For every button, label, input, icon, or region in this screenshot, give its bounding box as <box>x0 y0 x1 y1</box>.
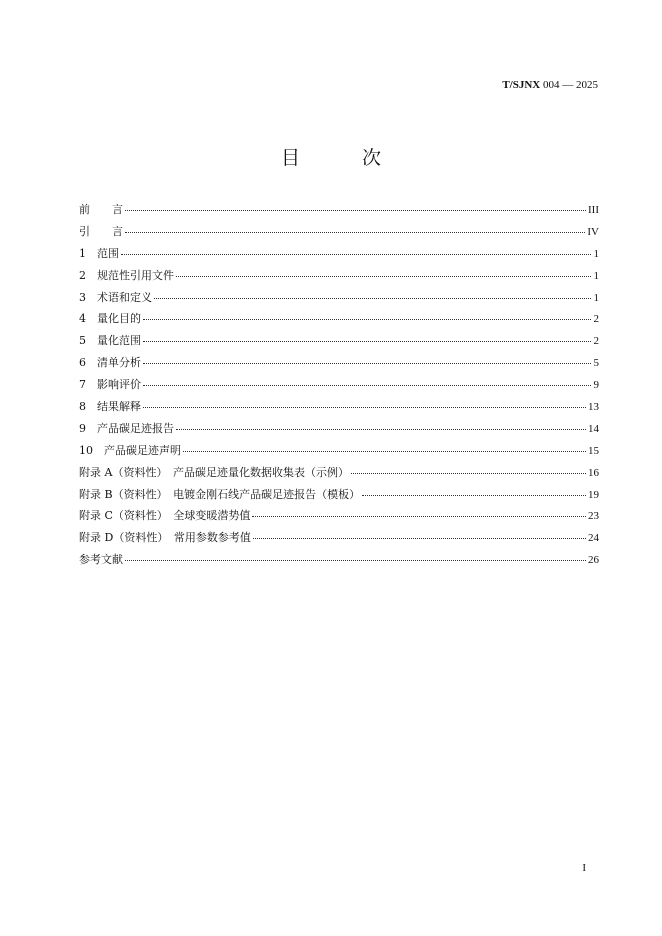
toc-leader-dots <box>362 494 586 496</box>
toc-entry[interactable] <box>79 203 599 225</box>
toc-leader-dots <box>176 275 591 277</box>
toc-entry-label: 附录 A（资料性） 产品碳足迹量化数据收集表（示例） <box>79 465 349 479</box>
toc-leader-dots <box>143 362 591 364</box>
toc-entry[interactable] <box>79 378 599 400</box>
toc-entry-label: 2 规范性引用文件 <box>79 268 174 282</box>
toc-entry-page: 16 <box>588 466 599 479</box>
toc-entry-label: 6 清单分析 <box>79 356 141 370</box>
standard-prefix: T/SJNX <box>502 79 541 91</box>
toc-entry-page: 1 <box>593 247 599 260</box>
toc-entry-label: 引 言 <box>79 224 123 238</box>
toc-entry-page: 24 <box>588 532 599 545</box>
toc-entry-page: 9 <box>593 379 599 392</box>
toc-entry-page: 1 <box>593 269 599 282</box>
toc-entry-label: 8 结果解释 <box>79 400 141 414</box>
toc-entry-page: 2 <box>593 313 599 326</box>
toc-entry[interactable] <box>79 334 599 356</box>
toc-leader-dots <box>176 428 586 430</box>
toc-entry-page: 23 <box>588 510 599 523</box>
toc-entry[interactable] <box>79 312 599 334</box>
toc-entry[interactable] <box>79 356 599 378</box>
toc-entry-label: 附录 D（资料性） 常用参数参考值 <box>79 531 251 545</box>
document-code <box>502 79 598 91</box>
page-title: 目 次 <box>280 147 410 169</box>
toc-entry[interactable] <box>79 553 599 575</box>
toc-entry[interactable] <box>79 466 599 488</box>
toc-entry-label: 9 产品碳足迹报告 <box>79 421 174 435</box>
toc-entry[interactable] <box>79 225 599 247</box>
toc-entry-page: 14 <box>588 422 599 435</box>
toc-entry-label: 附录 C（资料性） 全球变暖潜势值 <box>79 509 251 523</box>
toc-entry-label: 前 言 <box>79 203 123 216</box>
toc-leader-dots <box>143 318 591 320</box>
toc-leader-dots <box>121 253 591 255</box>
toc-leader-dots <box>154 297 591 299</box>
toc-entry-page: 26 <box>588 554 599 567</box>
table-of-contents <box>79 203 599 575</box>
toc-entry-label: 7 影响评价 <box>79 378 141 392</box>
toc-entry-label: 附录 B（资料性） 电镀金刚石线产品碳足迹报告（模板） <box>79 487 361 501</box>
toc-entry[interactable] <box>79 509 599 531</box>
toc-leader-dots <box>253 537 586 539</box>
toc-entry[interactable] <box>79 400 599 422</box>
toc-leader-dots <box>125 209 586 211</box>
standard-number: 004 — 2025 <box>540 79 598 91</box>
toc-entry[interactable] <box>79 488 599 510</box>
toc-entry-page: 13 <box>588 401 599 414</box>
toc-entry-label: 3 术语和定义 <box>79 290 152 304</box>
toc-entry-label: 参考文献 <box>79 553 123 567</box>
toc-entry-page: 1 <box>593 291 599 304</box>
toc-leader-dots <box>143 406 586 408</box>
toc-leader-dots <box>252 515 586 517</box>
toc-entry[interactable] <box>79 444 599 466</box>
toc-entry-label: 10 产品碳足迹声明 <box>79 443 181 457</box>
toc-entry[interactable] <box>79 247 599 269</box>
toc-leader-dots <box>125 559 586 561</box>
toc-entry-page: 5 <box>593 357 599 370</box>
toc-entry-page: III <box>588 204 599 216</box>
toc-entry[interactable] <box>79 291 599 313</box>
toc-entry-page: IV <box>587 225 599 238</box>
toc-leader-dots <box>143 384 591 386</box>
toc-leader-dots <box>183 450 586 452</box>
toc-entry[interactable] <box>79 422 599 444</box>
page-number: I <box>582 862 586 874</box>
toc-entry[interactable] <box>79 269 599 291</box>
toc-leader-dots <box>351 472 586 474</box>
toc-entry-label: 1 范围 <box>79 246 119 260</box>
toc-leader-dots <box>125 231 585 233</box>
toc-entry-page: 15 <box>588 444 599 457</box>
toc-entry-page: 19 <box>588 488 599 501</box>
toc-entry-label: 4 量化目的 <box>79 312 141 326</box>
toc-entry-page: 2 <box>593 335 599 348</box>
toc-leader-dots <box>143 340 591 342</box>
toc-entry-label: 5 量化范围 <box>79 334 141 348</box>
toc-entry[interactable] <box>79 531 599 553</box>
